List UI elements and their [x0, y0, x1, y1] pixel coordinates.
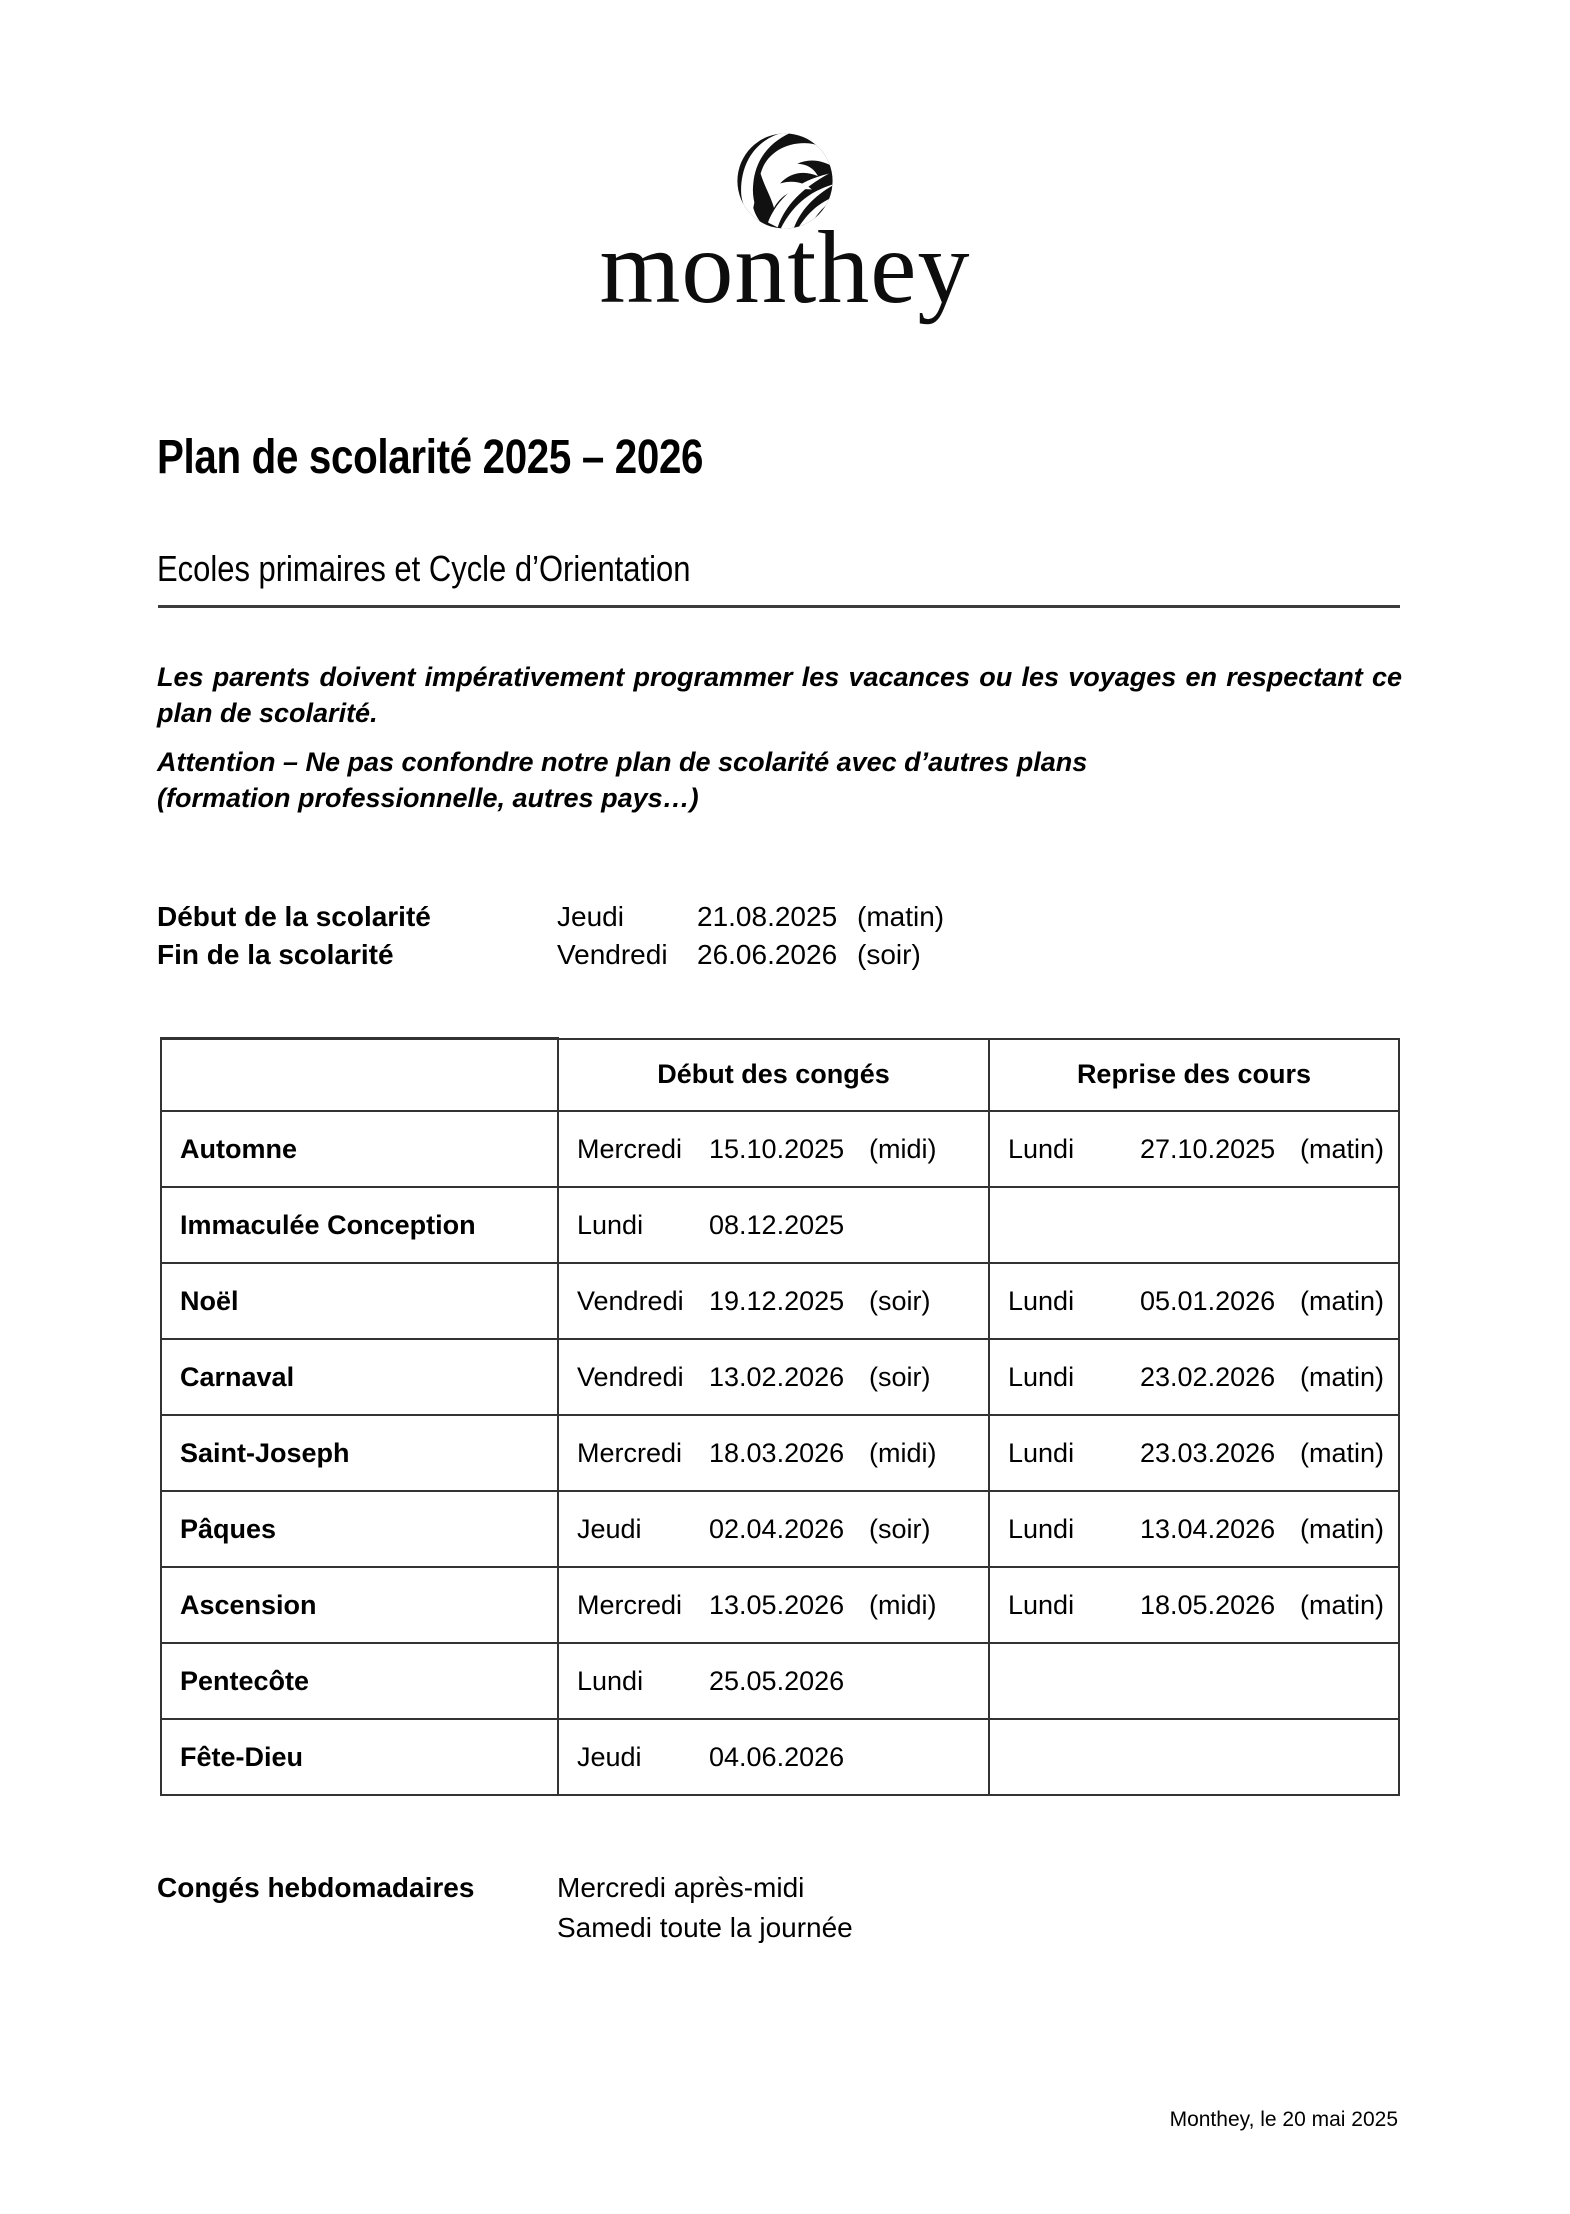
- row-start-cell: [558, 1567, 989, 1643]
- notice-parents: [157, 660, 1402, 732]
- row-resume-cell: [989, 1111, 1399, 1187]
- schooling-start-label: Début de la scolarité: [157, 901, 431, 932]
- row-start-day: Vendredi: [577, 1361, 684, 1392]
- weekly-holidays-values: [557, 1868, 853, 1948]
- row-resume-date: 18.05.2026: [1140, 1589, 1276, 1620]
- row-resume-part: (matin): [1300, 1589, 1385, 1620]
- row-name: Ascension: [161, 1567, 558, 1643]
- row-start-part: (midi): [869, 1437, 937, 1468]
- row-name: Noël: [161, 1263, 558, 1339]
- row-start-date: 13.05.2026: [709, 1589, 845, 1620]
- row-resume-part: (matin): [1300, 1361, 1385, 1392]
- schooling-end-label: Fin de la scolarité: [157, 939, 394, 971]
- row-start-date: 18.03.2026: [709, 1437, 845, 1468]
- table-row: [161, 1263, 1399, 1339]
- notice-attention-line2: (formation professionnelle, autres pays…): [157, 782, 699, 813]
- row-resume-day: Lundi: [1008, 1513, 1075, 1544]
- row-start-date: 19.12.2025: [709, 1285, 845, 1316]
- row-start-cell: [558, 1643, 989, 1719]
- row-start-day: Lundi: [577, 1665, 644, 1696]
- schooling-start-day: Jeudi: [557, 901, 624, 932]
- row-resume-date: 13.04.2026: [1140, 1513, 1276, 1544]
- vacation-table-body: [161, 1111, 1399, 1795]
- row-start-day: Mercredi: [577, 1133, 683, 1164]
- footer-place-date: Monthey, le 20 mai 2025: [1169, 2108, 1398, 2131]
- row-start-cell: [558, 1339, 989, 1415]
- schooling-dates: [157, 898, 944, 974]
- row-name: Immaculée Conception: [161, 1187, 558, 1263]
- row-name: Saint-Joseph: [161, 1415, 558, 1491]
- row-resume-part: (matin): [1300, 1285, 1385, 1316]
- schooling-start-date: 21.08.2025: [697, 901, 838, 932]
- row-resume-date: 05.01.2026: [1140, 1285, 1276, 1316]
- row-name: Fête-Dieu: [161, 1719, 558, 1795]
- schooling-end-day: Vendredi: [557, 939, 668, 971]
- page-title: Plan de scolarité 2025 – 2026: [157, 431, 704, 484]
- row-resume-day: Lundi: [1008, 1133, 1075, 1164]
- row-name: Pâques: [161, 1491, 558, 1567]
- row-resume-day: Lundi: [1008, 1589, 1075, 1620]
- weekly-holidays-label: Congés hebdomadaires: [157, 1872, 475, 1903]
- row-resume-date: 23.02.2026: [1140, 1361, 1276, 1392]
- table-row: [161, 1187, 1399, 1263]
- row-start-day: Mercredi: [577, 1437, 683, 1468]
- header-cell-start: Début des congés: [558, 1039, 989, 1112]
- row-start-date: 15.10.2025: [709, 1133, 845, 1164]
- row-start-day: Lundi: [577, 1209, 644, 1240]
- row-resume-cell: [989, 1339, 1399, 1415]
- row-resume-day: Lundi: [1008, 1361, 1075, 1392]
- notice-attention: [157, 745, 1402, 817]
- table-row: [161, 1339, 1399, 1415]
- row-start-cell: [558, 1415, 989, 1491]
- row-start-day: Jeudi: [577, 1513, 642, 1544]
- row-start-cell: [558, 1111, 989, 1187]
- row-start-cell: [558, 1719, 989, 1795]
- row-resume-date: 27.10.2025: [1140, 1133, 1276, 1164]
- vacation-table-head: [161, 1039, 1399, 1112]
- row-resume-cell: [989, 1415, 1399, 1491]
- row-start-part: (soir): [869, 1361, 931, 1392]
- logo-wordmark: monthey: [599, 210, 971, 325]
- row-start-date: 02.04.2026: [709, 1513, 845, 1544]
- table-row: [161, 1643, 1399, 1719]
- row-resume-day: Lundi: [1008, 1285, 1075, 1316]
- table-row: [161, 1111, 1399, 1187]
- table-row: [161, 1719, 1399, 1795]
- row-start-part: (midi): [869, 1133, 937, 1164]
- row-resume-cell: [989, 1491, 1399, 1567]
- header-cell-resume: Reprise des cours: [989, 1039, 1399, 1112]
- row-start-day: Jeudi: [577, 1741, 642, 1772]
- row-resume-cell: [989, 1187, 1399, 1263]
- table-row: [161, 1567, 1399, 1643]
- row-resume-cell: [989, 1567, 1399, 1643]
- row-start-date: 13.02.2026: [709, 1361, 845, 1392]
- notice-attention-line1: Attention – Ne pas confondre notre plan de scolarité avec d’autres plans: [157, 747, 1088, 777]
- row-name: Carnaval: [161, 1339, 558, 1415]
- row-resume-cell: [989, 1643, 1399, 1719]
- row-resume-part: (matin): [1300, 1437, 1385, 1468]
- weekly-holidays-value: Mercredi après-midi: [557, 1872, 805, 1903]
- row-start-cell: [558, 1263, 989, 1339]
- schooling-start-part: (matin): [857, 901, 945, 932]
- logo-block: [0, 120, 1570, 325]
- row-resume-part: (matin): [1300, 1513, 1385, 1544]
- title-divider: [158, 605, 1400, 608]
- row-name: Automne: [161, 1111, 558, 1187]
- row-start-cell: [558, 1187, 989, 1263]
- row-resume-day: Lundi: [1008, 1437, 1075, 1468]
- schooling-end-row: [157, 936, 944, 974]
- vacation-table: [160, 1037, 1400, 1796]
- row-start-date: 25.05.2026: [709, 1665, 845, 1696]
- table-row: [161, 1491, 1399, 1567]
- weekly-holidays-value: Samedi toute la journée: [557, 1911, 853, 1943]
- row-start-day: Mercredi: [577, 1589, 683, 1620]
- notice-parents-text: Les parents doivent impérativement programmer les vacances ou les voyages en respectant ce plan de scolarité.: [157, 662, 1402, 728]
- row-resume-date: 23.03.2026: [1140, 1437, 1276, 1468]
- row-start-date: 08.12.2025: [709, 1209, 845, 1240]
- row-start-cell: [558, 1491, 989, 1567]
- row-start-part: (soir): [869, 1285, 931, 1316]
- schooling-end-date: 26.06.2026: [697, 939, 838, 971]
- row-resume-part: (matin): [1300, 1133, 1385, 1164]
- row-start-day: Vendredi: [577, 1285, 684, 1316]
- weekly-holidays: [157, 1868, 853, 1948]
- row-start-part: (soir): [869, 1513, 931, 1544]
- header-cell-empty: [161, 1039, 558, 1112]
- row-start-date: 04.06.2026: [709, 1741, 845, 1772]
- row-resume-cell: [989, 1719, 1399, 1795]
- schooling-start-row: [157, 898, 944, 936]
- row-name: Pentecôte: [161, 1643, 558, 1719]
- table-header-row: [161, 1039, 1399, 1112]
- table-row: [161, 1415, 1399, 1491]
- schooling-end-part: (soir): [857, 939, 921, 971]
- page-subtitle: Ecoles primaires et Cycle d’Orientation: [157, 548, 691, 589]
- row-start-part: (midi): [869, 1589, 937, 1620]
- row-resume-cell: [989, 1263, 1399, 1339]
